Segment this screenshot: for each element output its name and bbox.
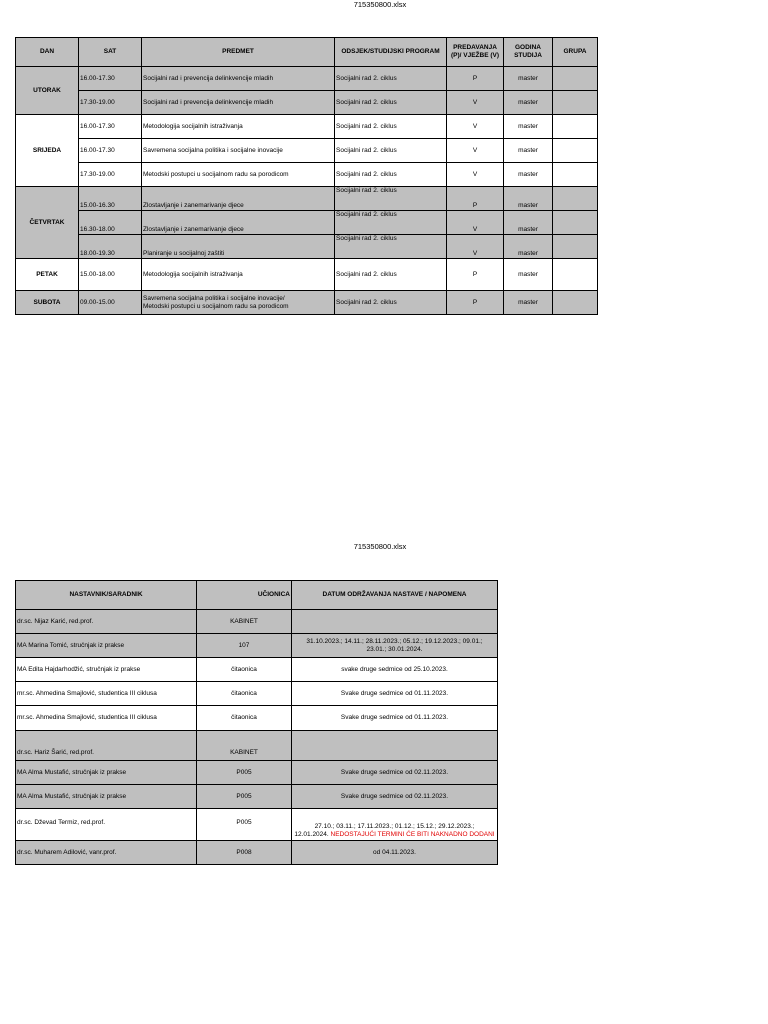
- program-cell: Socijalni rad 2. ciklus: [335, 163, 447, 187]
- type-cell: V: [447, 139, 504, 163]
- staff-table: [15, 580, 498, 865]
- date-cell: 27.10.; 03.11.; 17.11.2023.; 01.12.; 15.12.; 29.12.2023.; 12.01.2024. NEDOSTAJUĆI TERMINI ĆE BITI NAKNADNO DODANI: [292, 809, 498, 841]
- group-cell: [553, 139, 598, 163]
- year-cell: master: [504, 187, 553, 211]
- year-cell: master: [504, 259, 553, 291]
- time-cell: 16.00-17.30: [79, 115, 142, 139]
- teacher-cell: MA Alma Mustafić, stručnjak iz prakse: [16, 785, 197, 809]
- table-row: [16, 731, 498, 761]
- type-cell: V: [447, 115, 504, 139]
- date-cell: Svake druge sedmice od 01.11.2023.: [292, 706, 498, 731]
- year-cell: master: [504, 91, 553, 115]
- group-cell: [553, 211, 598, 235]
- program-cell: Socijalni rad 2. ciklus: [335, 67, 447, 91]
- subject-cell: Metodologija socijalnih istraživanja: [142, 259, 335, 291]
- group-cell: [553, 115, 598, 139]
- group-cell: [553, 291, 598, 315]
- header-group: GRUPA: [553, 38, 598, 67]
- subject-cell: Metodski postupci u socijalnom radu sa porodicom: [142, 163, 335, 187]
- program-cell: Socijalni rad 2. ciklus: [335, 139, 447, 163]
- day-cell: SRIJEDA: [16, 115, 79, 187]
- time-cell: 17.30-19.00: [79, 91, 142, 115]
- room-cell: čitaonica: [197, 682, 292, 706]
- time-cell: 15.00-18.00: [79, 259, 142, 291]
- subject-cell: Planiranje u socijalnoj zaštiti: [142, 235, 335, 259]
- time-cell: 18.00-19.30: [79, 235, 142, 259]
- room-cell: 107: [197, 634, 292, 658]
- program-cell: Socijalni rad 2. ciklus: [335, 91, 447, 115]
- time-cell: 16.00-17.30: [79, 67, 142, 91]
- header-time: SAT: [79, 38, 142, 67]
- time-cell: 16.00-17.30: [79, 139, 142, 163]
- date-cell: 31.10.2023.; 14.11.; 28.11.2023.; 05.12.; 19.12.2023.; 09.01.; 23.01.; 30.01.2024.: [292, 634, 498, 658]
- group-cell: [553, 163, 598, 187]
- year-cell: master: [504, 235, 553, 259]
- day-cell: PETAK: [16, 259, 79, 291]
- teacher-cell: dr.sc. Dževad Termiz, red.prof.: [16, 809, 197, 841]
- subject-cell: Savremena socijalna politika i socijalne inovacije: [142, 139, 335, 163]
- room-cell: P005: [197, 785, 292, 809]
- teacher-cell: MA Edita Hajdarhodžić, stručnjak iz prakse: [16, 658, 197, 682]
- group-cell: [553, 187, 598, 211]
- date-cell: Svake druge sedmice od 02.11.2023.: [292, 761, 498, 785]
- teacher-cell: mr.sc. Ahmedina Smajlović, studentica III ciklusa: [16, 682, 197, 706]
- room-cell: čitaonica: [197, 658, 292, 682]
- table-row: [16, 115, 598, 139]
- time-cell: 16.30-18.00: [79, 211, 142, 235]
- table-row: [16, 841, 498, 865]
- teacher-cell: dr.sc. Nijaz Karić, red.prof.: [16, 610, 197, 634]
- type-cell: V: [447, 211, 504, 235]
- table-row: [16, 163, 598, 187]
- table-row: [16, 634, 498, 658]
- table-row: [16, 91, 598, 115]
- page-title-top: 715350800.xlsx: [353, 0, 407, 9]
- year-cell: master: [504, 291, 553, 315]
- schedule-header-row: [16, 38, 598, 67]
- page-title-bottom: 715350800.xlsx: [353, 542, 407, 551]
- program-cell: Socijalni rad 2. ciklus: [335, 259, 447, 291]
- date-cell: svake druge sedmice od 25.10.2023.: [292, 658, 498, 682]
- table-row: [16, 785, 498, 809]
- header-subject: PREDMET: [142, 38, 335, 67]
- table-row: [16, 291, 598, 315]
- time-cell: 17.30-19.00: [79, 163, 142, 187]
- group-cell: [553, 235, 598, 259]
- subject-cell: Zlostavljanje i zanemarivanje djece: [142, 211, 335, 235]
- table-row: [16, 67, 598, 91]
- program-cell: Socijalni rad 2. ciklus: [335, 211, 447, 235]
- table-row: [16, 809, 498, 841]
- room-cell: čitaonica: [197, 706, 292, 731]
- table-row: [16, 761, 498, 785]
- teacher-cell: dr.sc. Hariz Šarić, red.prof.: [16, 731, 197, 761]
- time-cell: 15.00-16.30: [79, 187, 142, 211]
- table-row: [16, 187, 598, 211]
- table-row: [16, 682, 498, 706]
- type-cell: V: [447, 91, 504, 115]
- table-row: [16, 706, 498, 731]
- table-row: [16, 658, 498, 682]
- day-cell: UTORAK: [16, 67, 79, 115]
- year-cell: master: [504, 163, 553, 187]
- header-type: PREDAVANJA (P)/ VJEŽBE (V): [447, 38, 504, 67]
- year-cell: master: [504, 211, 553, 235]
- header-program: ODSJEK/STUDIJSKI PROGRAM: [335, 38, 447, 67]
- group-cell: [553, 91, 598, 115]
- header-day: DAN: [16, 38, 79, 67]
- day-cell: SUBOTA: [16, 291, 79, 315]
- year-cell: master: [504, 139, 553, 163]
- header-teacher: NASTAVNIK/SARADNIK: [16, 581, 197, 610]
- group-cell: [553, 67, 598, 91]
- subject-cell: Metodologija socijalnih istraživanja: [142, 115, 335, 139]
- day-cell: ČETVRTAK: [16, 187, 79, 259]
- table-row: [16, 139, 598, 163]
- group-cell: [553, 259, 598, 291]
- subject-cell: Savremena socijalna politika i socijalne inovacije/ Metodski postupci u socijalnom radu sa porodicom: [142, 291, 335, 315]
- subject-cell: Socijalni rad i prevencija delinkvencije mladih: [142, 67, 335, 91]
- type-cell: P: [447, 259, 504, 291]
- program-cell: Socijalni rad 2. ciklus: [335, 235, 447, 259]
- date-cell: od 04.11.2023.: [292, 841, 498, 865]
- room-cell: P005: [197, 809, 292, 841]
- room-cell: KABINET: [197, 610, 292, 634]
- date-cell: Svake druge sedmice od 01.11.2023.: [292, 682, 498, 706]
- program-cell: Socijalni rad 2. ciklus: [335, 115, 447, 139]
- year-cell: master: [504, 67, 553, 91]
- room-cell: P005: [197, 761, 292, 785]
- table-row: [16, 610, 498, 634]
- program-cell: Socijalni rad 2. ciklus: [335, 187, 447, 211]
- subject-cell: Zlostavljanje i zanemarivanje djece: [142, 187, 335, 211]
- type-cell: V: [447, 235, 504, 259]
- teacher-cell: dr.sc. Muharem Adilović, vanr.prof.: [16, 841, 197, 865]
- staff-header-row: [16, 581, 498, 610]
- room-cell: P008: [197, 841, 292, 865]
- date-cell: Svake druge sedmice od 02.11.2023.: [292, 785, 498, 809]
- type-cell: V: [447, 163, 504, 187]
- teacher-cell: MA Alma Mustafić, stručnjak iz prakse: [16, 761, 197, 785]
- room-cell: KABINET: [197, 731, 292, 761]
- type-cell: P: [447, 187, 504, 211]
- program-cell: Socijalni rad 2. ciklus: [335, 291, 447, 315]
- schedule-table: [15, 37, 598, 315]
- table-row: [16, 259, 598, 291]
- header-year: GODINA STUDIJA: [504, 38, 553, 67]
- header-room: UČIONICA: [197, 581, 292, 610]
- type-cell: P: [447, 67, 504, 91]
- subject-cell: Socijalni rad i prevencija delinkvencije mladih: [142, 91, 335, 115]
- date-cell: [292, 610, 498, 634]
- teacher-cell: MA Marina Tomić, stručnjak iz prakse: [16, 634, 197, 658]
- teacher-cell: mr.sc. Ahmedina Smajlović, studentica III ciklusa: [16, 706, 197, 731]
- time-cell: 09.00-15.00: [79, 291, 142, 315]
- table-row: [16, 235, 598, 259]
- header-date: DATUM ODRŽAVANJA NASTAVE / NAPOMENA: [292, 581, 498, 610]
- missing-dates-note: NEDOSTAJUĆI TERMINI ĆE BITI NAKNADNO DODANI: [330, 831, 495, 838]
- table-row: [16, 211, 598, 235]
- date-cell: [292, 731, 498, 761]
- type-cell: P: [447, 291, 504, 315]
- year-cell: master: [504, 115, 553, 139]
